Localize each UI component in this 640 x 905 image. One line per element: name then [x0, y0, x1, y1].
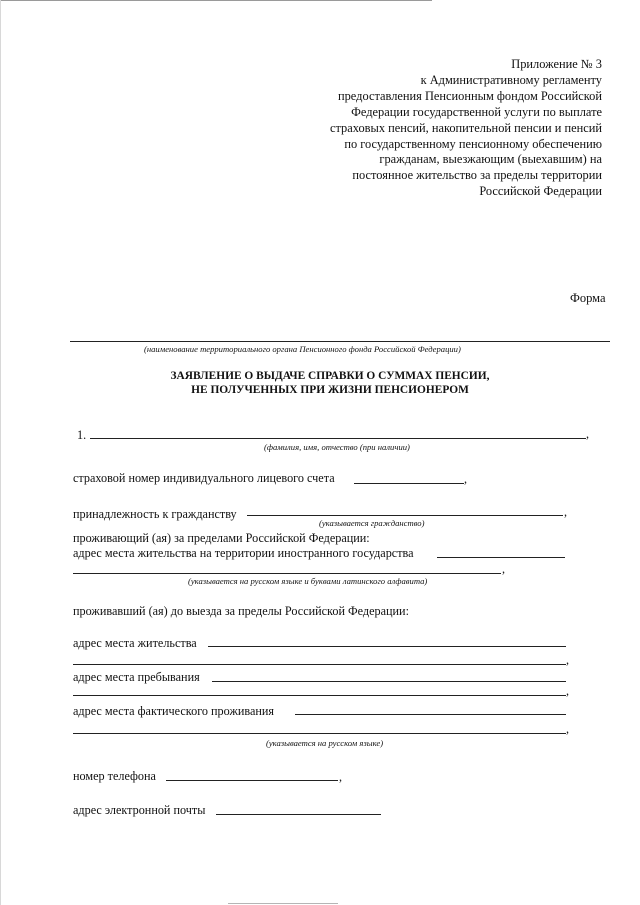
- full-name-field[interactable]: [90, 438, 586, 439]
- comma: ,: [564, 505, 568, 519]
- form-title: [80, 370, 580, 397]
- full-name-caption: (фамилия, имя, отчество (при наличии): [264, 442, 410, 452]
- foreign-address-field[interactable]: [437, 557, 565, 558]
- citizenship-field[interactable]: [247, 515, 563, 516]
- citizenship-label: принадлежность к гражданству: [73, 507, 237, 521]
- phone-field[interactable]: [166, 780, 338, 781]
- appendix-line: гражданам, выезжающим (выехавшим) на: [379, 152, 602, 167]
- citizenship-caption: (указывается гражданство): [319, 518, 425, 528]
- comma: ,: [566, 653, 570, 667]
- snils-label: страховой номер индивидуального лицевого счета: [73, 471, 335, 485]
- appendix-line: страховых пенсий, накопительной пенсии и пенсий: [329, 120, 602, 135]
- organ-name-caption: (наименование территориального органа Пенсионного фонда Российской Федерации): [144, 344, 461, 354]
- residence-label: адрес места жительства: [73, 636, 197, 650]
- russian-language-caption: (указывается на русском языке): [266, 738, 384, 748]
- scan-edge-bottom: [228, 903, 338, 904]
- comma: ,: [502, 562, 506, 576]
- lived-before-label: проживавший (ая) до выезда за пределы Российской Федерации:: [73, 604, 409, 618]
- foreign-address-label: адрес места жительства на территории иностранного государства: [73, 546, 414, 560]
- appendix-line: Приложение № 3: [511, 57, 602, 71]
- appendix-line: Федерации государственной услуги по выплате: [351, 104, 602, 119]
- appendix-line: Российской Федерации: [479, 184, 602, 199]
- stay-label: адрес места пребывания: [73, 670, 200, 684]
- residing-abroad-label: проживающий (ая) за пределами Российской Федерации:: [73, 531, 370, 545]
- stay-field-continued[interactable]: [73, 695, 566, 696]
- email-label: адрес электронной почты: [73, 803, 206, 817]
- actual-residence-field-continued[interactable]: [73, 733, 566, 734]
- phone-label: номер телефона: [73, 769, 156, 783]
- form-label: Форма: [570, 291, 606, 305]
- item-number: 1.: [77, 428, 87, 442]
- scan-edge-left: [0, 0, 1, 905]
- residence-field[interactable]: [208, 646, 566, 647]
- snils-field[interactable]: [354, 483, 464, 484]
- form-title-line: НЕ ПОЛУЧЕННЫХ ПРИ ЖИЗНИ ПЕНСИОНЕРОМ: [191, 383, 469, 396]
- appendix-line: по государственному пенсионному обеспечению: [344, 136, 602, 151]
- stay-field[interactable]: [212, 681, 566, 682]
- foreign-address-field-continued[interactable]: [73, 573, 501, 574]
- appendix-line: к Административному регламенту: [420, 72, 602, 87]
- comma: ,: [464, 472, 468, 486]
- appendix-header: [272, 57, 602, 200]
- foreign-address-caption: (указывается на русском языке и буквами латинского алфавита): [188, 576, 428, 586]
- comma: ,: [566, 722, 570, 736]
- email-field[interactable]: [216, 814, 381, 815]
- comma: ,: [566, 684, 570, 698]
- form-title-line: ЗАЯВЛЕНИЕ О ВЫДАЧЕ СПРАВКИ О СУММАХ ПЕНСИИ,: [170, 370, 490, 382]
- comma: ,: [586, 427, 590, 441]
- appendix-line: постоянное жительство за пределы территории: [352, 168, 602, 183]
- residence-field-continued[interactable]: [73, 664, 566, 665]
- scan-edge-top: [0, 0, 432, 1]
- actual-residence-field[interactable]: [295, 714, 566, 715]
- organ-name-field[interactable]: [70, 341, 610, 342]
- appendix-line: предоставления Пенсионным фондом Российской: [337, 88, 602, 103]
- actual-residence-label: адрес места фактического проживания: [73, 704, 275, 718]
- comma: ,: [339, 770, 343, 784]
